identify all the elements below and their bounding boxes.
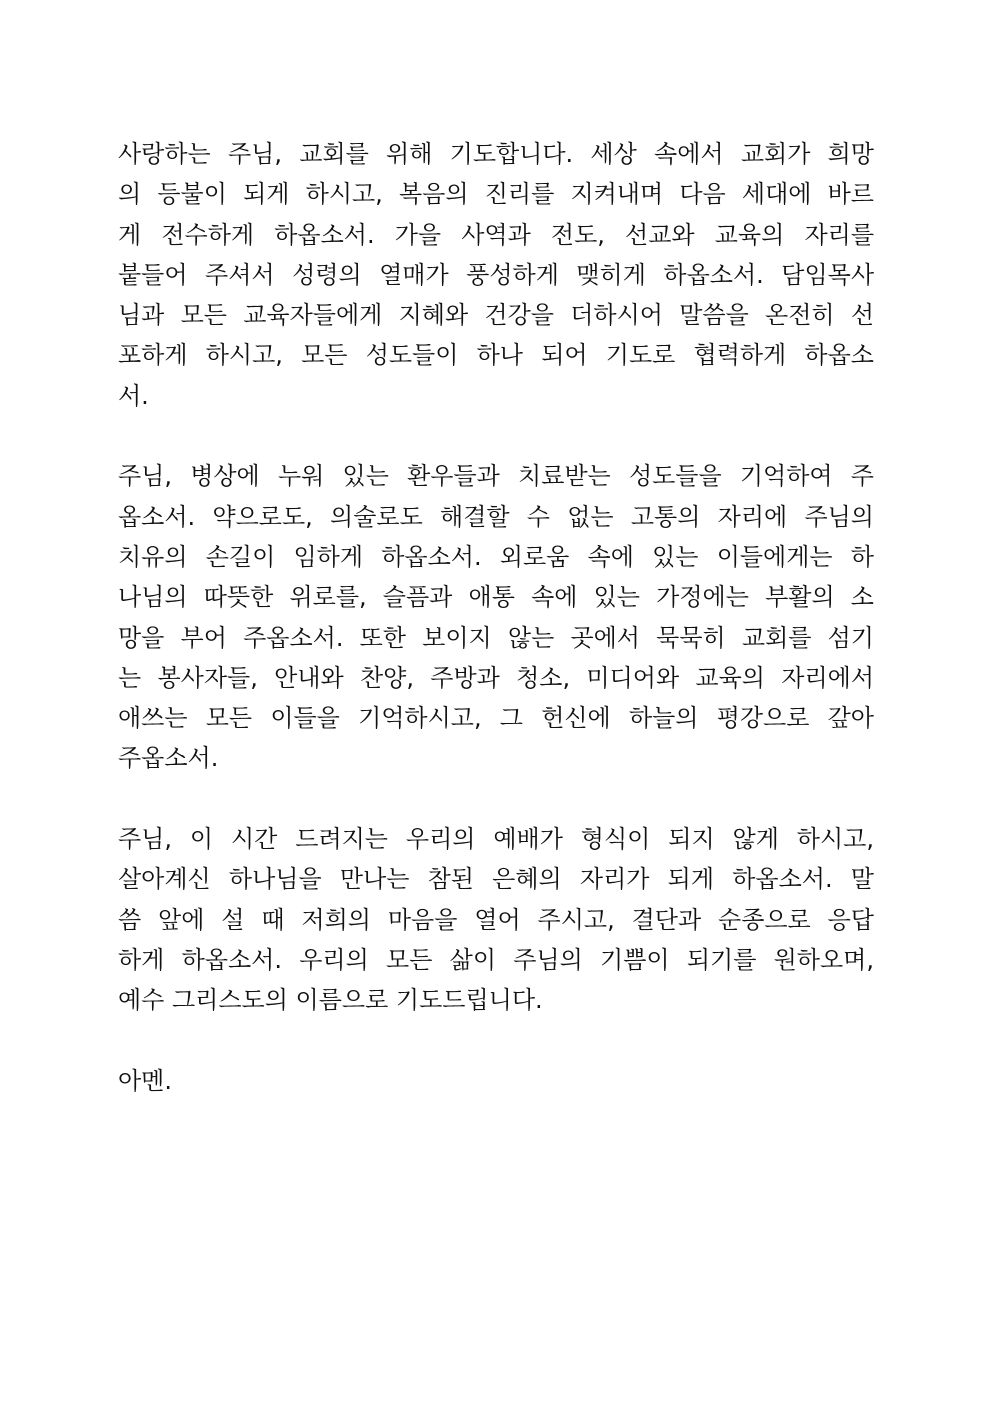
text-line: 주옵소서. — [118, 744, 219, 773]
text-line: 애쓰는 모든 이들을 기억하시고, 그 헌신에 하늘의 평강으로 갚아 — [118, 704, 874, 733]
text-line: 서. — [118, 381, 149, 410]
text-line: 주님, 병상에 누워 있는 환우들과 치료받는 성도들을 기억하여 주 — [118, 462, 874, 491]
text-line: 나님의 따뜻한 위로를, 슬픔과 애통 속에 있는 가정에는 부활의 소 — [118, 583, 874, 612]
paragraph-church — [118, 134, 874, 416]
text-line: 사랑하는 주님, 교회를 위해 기도합니다. 세상 속에서 교회가 희망 — [118, 140, 874, 168]
text-line: 치유의 손길이 임하게 하옵소서. 외로움 속에 있는 이들에게는 하 — [118, 542, 874, 571]
text-line: 망을 부어 주옵소서. 또한 보이지 않는 곳에서 묵묵히 교회를 섬기 — [118, 623, 874, 652]
paragraph-amen — [118, 1061, 874, 1101]
paragraph-worship — [118, 819, 874, 1020]
text-line: 예수 그리스도의 이름으로 기도드립니다. — [118, 986, 543, 1015]
text-line: 살아계신 하나님을 만나는 참된 은혜의 자리가 되게 하옵소서. 말 — [118, 865, 874, 894]
text-line: 주님, 이 시간 드려지는 우리의 예배가 형식이 되지 않게 하시고, — [118, 825, 874, 854]
text-line: 아멘. — [118, 1066, 172, 1095]
text-line: 님과 모든 교육자들에게 지혜와 건강을 더하시어 말씀을 온전히 선 — [118, 301, 874, 330]
text-line: 옵소서. 약으로도, 의술로도 해결할 수 없는 고통의 자리에 주님의 — [118, 502, 874, 531]
text-line: 는 봉사자들, 안내와 찬양, 주방과 청소, 미디어와 교육의 자리에서 — [118, 663, 874, 692]
text-line: 붙들어 주셔서 성령의 열매가 풍성하게 맺히게 하옵소서. 담임목사 — [118, 260, 874, 289]
paragraph-sick-and-volunteers — [118, 456, 874, 778]
text-line: 씀 앞에 설 때 저희의 마음을 열어 주시고, 결단과 순종으로 응답 — [118, 905, 874, 934]
text-line: 포하게 하시고, 모든 성도들이 하나 되어 기도로 협력하게 하옵소 — [118, 341, 874, 370]
prayer-text — [118, 134, 874, 1141]
text-line: 의 등불이 되게 하시고, 복음의 진리를 지켜내며 다음 세대에 바르 — [118, 180, 874, 209]
text-line: 게 전수하게 하옵소서. 가을 사역과 전도, 선교와 교육의 자리를 — [118, 220, 874, 249]
text-line: 하게 하옵소서. 우리의 모든 삶이 주님의 기쁨이 되기를 원하오며, — [118, 945, 874, 974]
